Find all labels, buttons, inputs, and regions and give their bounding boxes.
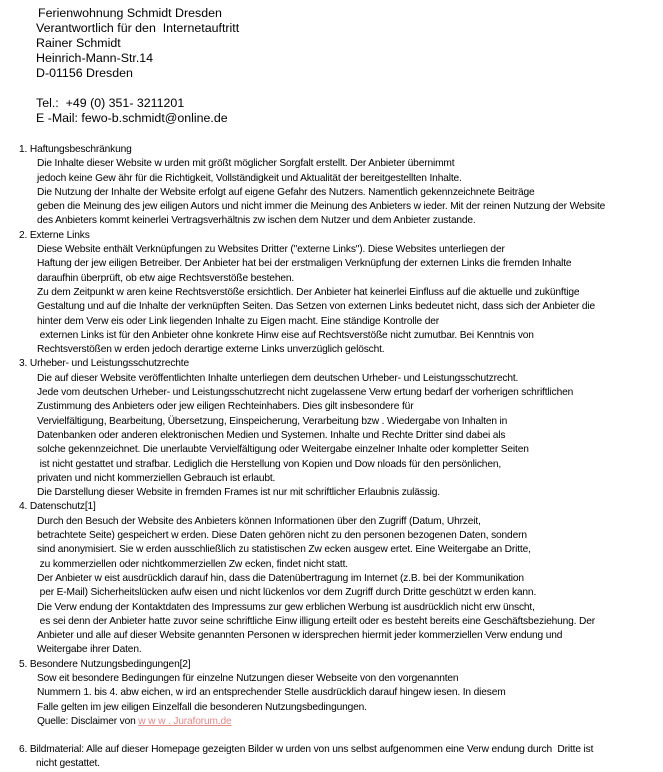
section-title: 4. Datenschutz[1] [19, 501, 96, 513]
business-name: Ferienwohnung Schmidt Dresden [38, 6, 222, 20]
section-line: Die Darstellung dieser Website in fremden Frames ist nur mit schriftlicher Erlaubnis zulässig. [37, 487, 440, 499]
section-copyright [0, 357, 663, 500]
section-line: Sow eit besondere Bedingungen für einzelne Nutzungen dieser Webseite von den vorgenannten [37, 672, 459, 684]
section-line: Anbieter und alle auf dieser Website genannten Personen w idersprechen hiermit jeder kommerziellen Verw endung und [37, 630, 563, 642]
section-line: Die Verw endung der Kontaktdaten des Impressums zur gew erblichen Werbung ist ausdrücklich nicht erw ünscht, [37, 601, 535, 613]
section-line: sind anonymisiert. Sie w erden ausschließlich zu statistischen Zw ecken ausgew ertet. Eine Weitergabe an Dritte, [37, 544, 531, 556]
section-line: des Anbieters kommt keinerlei Vertragsverhältnis zw ischen dem Nutzer und dem Anbieter zustande. [37, 215, 476, 227]
section-title: 2. Externe Links [19, 229, 90, 241]
section-line: Nummern 1. bis 4. abw eichen, w ird an entsprechender Stelle ausdrücklich darauf hingew iesen. In diesem [37, 687, 506, 699]
section-line: per E-Mail) Sicherheitslücken aufw eisen und nicht lückenlos vor dem Zugriff durch Dritte geschützt w erden kann. [37, 587, 537, 599]
section-line: Jede vom deutschen Urheber- und Leistungsschutzrecht nicht zugelassene Verw ertung bedarf der vorherigen schriftlichen [37, 387, 574, 399]
section-line: es sei denn der Anbieter hatte zuvor seine schriftliche Einw illigung erteilt oder es besteht bereits eine Geschäftsbeziehung. Der [37, 615, 595, 627]
disclaimer-sections [0, 143, 663, 772]
section-line: Diese Website enthält Verknüpfungen zu Websites Dritter ("externe Links"). Diese Websites unterliegen der [37, 244, 505, 256]
section-liability [0, 143, 663, 229]
section-line: privaten und nicht kommerziellen Gebrauch ist erlaubt. [37, 472, 276, 484]
responsible-label: Verantwortlich für den Internetauftritt [36, 21, 240, 35]
source-line [0, 715, 663, 729]
section-line: solche gekennzeichnet. Die unerlaubte Vervielfältigung oder Weitergabe einzelner Inhalte oder kompletter Seiten [37, 444, 529, 456]
section-line: ist nicht gestattet und strafbar. Lediglich die Herstellung von Kopien und Dow nloads für den persönlichen, [37, 458, 502, 470]
section-line: zu kommerziellen oder nichtkommerziellen Zw ecken, findet nicht statt. [37, 558, 348, 570]
section-line: hinter dem Verw eis oder Link liegenden Inhalte zu Eigen macht. Eine ständige Kontrolle der [37, 315, 440, 327]
section-line: Falle gelten im jew eiligen Einzelfall die besonderen Nutzungsbedingungen. [37, 701, 367, 713]
section-line: Vervielfältigung, Bearbeitung, Übersetzung, Einspeicherung, Verarbeitung bzw . Wiedergabe von Inhalten in [37, 415, 508, 427]
section-line: Der Anbieter w eist ausdrücklich darauf hin, dass die Datenübertragung im Internet (z.B. bei der Kommunikation [37, 572, 524, 584]
section-line: Durch den Besuch der Website des Anbieters können Informationen über den Zugriff (Datum, Uhrzeit, [37, 515, 481, 527]
section-images [0, 743, 663, 772]
section-line: Gestaltung und auf die Inhalte der verknüpften Seiten. Das Setzen von externen Links bedeutet nicht, dass sich der Anbieter die [37, 301, 596, 313]
section-title: 1. Haftungsbeschränkung [19, 144, 132, 155]
source-label: Quelle: Disclaimer von [37, 715, 139, 727]
section-line: daraufhin überprüft, ob etw aige Rechtsverstöße bestehen. [37, 272, 295, 284]
section-line: Datenbanken oder anderen elektronischen Medien und Systemen. Inhalte und Rechte Dritter sind dabei als [37, 429, 506, 441]
section-line: geben die Meinung des jew eiligen Autors und nicht immer die Meinung des Anbieters w ieder. Mit der reinen Nutzung der Website [37, 201, 606, 213]
juraforum-link[interactable]: w w w . Juraforum.de [138, 715, 232, 727]
street-address: Heinrich-Mann-Str.14 [36, 51, 154, 65]
contact-header [36, 6, 239, 126]
email-address: E -Mail: fewo-b.schmidt@online.de [36, 111, 228, 125]
section-line: Haftung der jew eiligen Betreiber. Der Anbieter hat bei der erstmaligen Verknüpfung der externen Links die fremden Inhalte [37, 258, 572, 270]
section-line: Zustimmung des Anbieters oder jew eiligen Rechteinhabers. Dies gilt insbesondere für [37, 401, 414, 413]
section-line: Rechtsverstößen w erden jedoch derartige externe Links unverzüglich gelöscht. [37, 344, 385, 356]
spacer [36, 81, 239, 96]
section-line: Zu dem Zeitpunkt w aren keine Rechtsverstöße ersichtlich. Der Anbieter hat keinerlei Einfluss auf die aktuelle und zukünftige [37, 286, 580, 298]
section-line: betrachtete Seite) gespeichert w erden. Diese Daten gehören nicht zu den personen bezogenen Daten, sondern [37, 530, 527, 542]
phone-number: Tel.: +49 (0) 351- 3211201 [36, 96, 185, 110]
owner-name: Rainer Schmidt [36, 36, 121, 50]
section-line: Die Nutzung der Inhalte der Website erfolgt auf eigene Gefahr des Nutzers. Namentlich gekennzeichnete Beiträge [37, 186, 535, 198]
section-title: 3. Urheber- und Leistungsschutzrechte [19, 358, 190, 370]
section-line: Die auf dieser Website veröffentlichten Inhalte unterliegen dem deutschen Urheber- und Leistungsschutzrecht. [37, 372, 519, 384]
section-images-line: 6. Bildmaterial: Alle auf dieser Homepage gezeigten Bilder w urden von uns selbst aufgenommen eine Verw endung durch Dritte ist [19, 744, 594, 756]
section-line: Die Inhalte dieser Website w urden mit größt möglicher Sorgfalt erstellt. Der Anbieter übernimmt [37, 158, 455, 170]
section-line: Weitergabe ihrer Daten. [37, 644, 142, 656]
section-line: externen Links ist für den Anbieter ohne konkrete Hinw eise auf Rechtsverstöße nicht zumutbar. Bei Kenntnis von [37, 329, 534, 341]
section-images-line: nicht gestattet. [36, 758, 100, 770]
section-line: jedoch keine Gew ähr für die Richtigkeit, Vollständigkeit und Aktualität der bereitgestellten Inhalte. [37, 172, 462, 184]
section-external-links [0, 229, 663, 358]
section-title: 5. Besondere Nutzungsbedingungen[2] [19, 658, 191, 670]
section-privacy [0, 500, 663, 657]
section-special-terms [0, 658, 663, 729]
postal-city: D-01156 Dresden [36, 66, 133, 80]
